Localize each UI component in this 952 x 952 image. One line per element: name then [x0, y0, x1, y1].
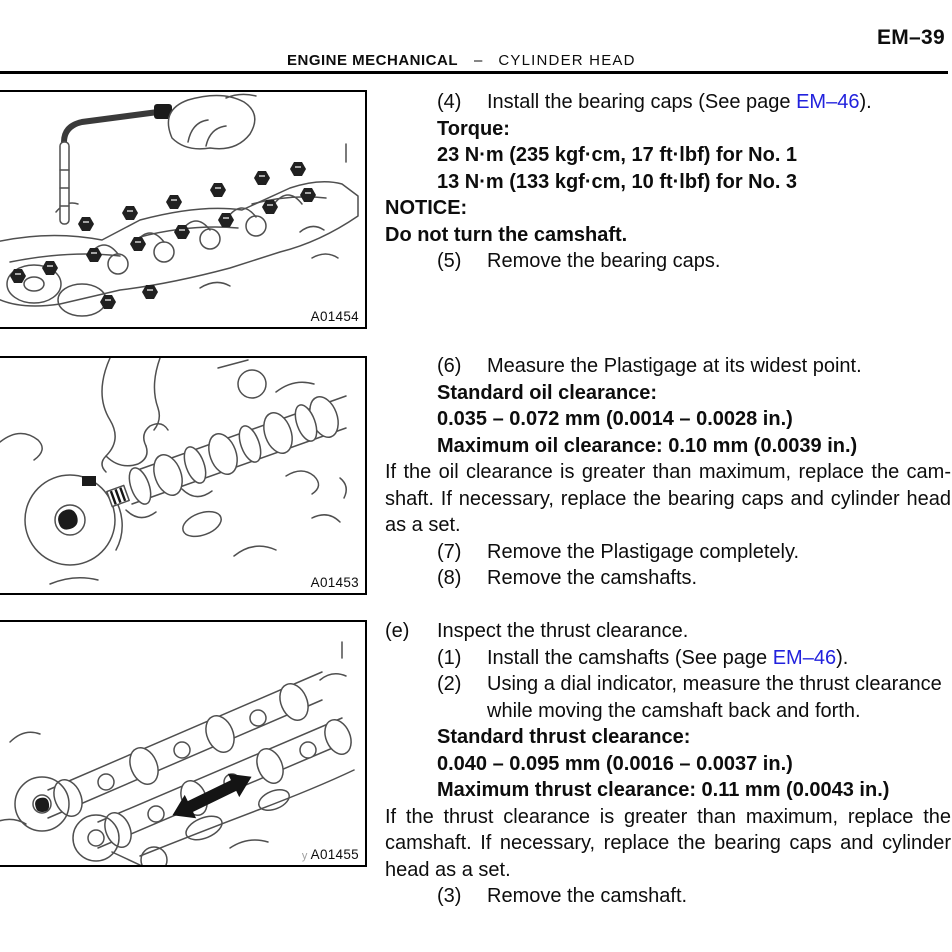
step-number: (4)	[437, 91, 462, 113]
step-text: Install the bearing caps (See page EM–46).	[487, 91, 872, 113]
figure-label: y A01455	[301, 847, 359, 862]
item-letter: (e)	[385, 620, 410, 642]
step-number: (7)	[437, 540, 462, 563]
standard-oil-clearance-heading: Standard oil clearance:	[437, 381, 658, 404]
page-link-em46[interactable]: EM–46	[796, 91, 860, 113]
step-2	[437, 671, 951, 724]
step-text: Measure the Plastigage at its widest point.	[487, 355, 862, 377]
step-7	[437, 539, 951, 566]
step-6	[437, 353, 951, 380]
standard-oil-clearance-value: 0.035 – 0.072 mm (0.0014 – 0.0028 in.)	[437, 408, 793, 430]
item-text: Inspect the thrust clearance.	[437, 620, 689, 642]
step-number: (3)	[437, 885, 462, 907]
step-text: Remove the Plastigage completely.	[487, 540, 800, 563]
header-section: ENGINE MECHANICAL	[287, 52, 459, 69]
step-1	[437, 645, 951, 672]
header-title	[287, 52, 636, 69]
step-text: Remove the camshaft.	[487, 885, 688, 907]
header-subsection: CYLINDER HEAD	[498, 52, 636, 69]
torque-heading: Torque:	[437, 117, 510, 140]
maximum-oil-clearance: Maximum oil clearance: 0.10 mm (0.0039 in.)	[437, 434, 858, 457]
oil-clearance-paragraph: If the oil clearance is greater than maximum, replace the camshaft. If necessary, replace the bearing caps and cylinder head as a set.	[385, 461, 951, 536]
step-number: (2)	[437, 673, 462, 695]
step-5	[437, 248, 951, 275]
procedure-block-oil-clearance	[385, 353, 951, 592]
step-number: (6)	[437, 355, 462, 377]
header-separator: –	[474, 52, 483, 69]
page-number: EM–39	[876, 26, 945, 49]
step-text: Remove the bearing caps.	[487, 250, 721, 272]
camshaft-plastigage-illustration	[0, 358, 365, 593]
engine-head-torque-wrench-illustration	[0, 92, 365, 327]
plastigage-strip	[107, 485, 129, 506]
step-4	[437, 89, 951, 116]
figure-label-mark: y	[301, 850, 308, 862]
step-number: (8)	[437, 567, 462, 589]
step-number: (1)	[437, 646, 462, 669]
procedure-block-thrust-clearance	[385, 618, 951, 910]
figure-box-plastigage	[0, 356, 367, 595]
torque-spec-no3: 13 N·m (133 kgf·cm, 10 ft·lbf) for No. 3	[437, 170, 798, 193]
figure-box-bearing-cap-torque	[0, 90, 367, 329]
notice-body: Do not turn the camshaft.	[385, 223, 628, 246]
step-text: Remove the camshafts.	[487, 567, 698, 589]
figure-label: A01454	[310, 309, 359, 324]
procedure-block-bearing-caps	[385, 89, 951, 275]
torque-wrench-icon	[60, 104, 172, 224]
step-text: Install the camshafts (See page EM–46).	[487, 646, 849, 669]
step-8	[437, 565, 951, 592]
step-number: (5)	[437, 250, 462, 272]
standard-thrust-clearance-heading: Standard thrust clearance:	[437, 726, 691, 748]
step-text: Using a dial indicator, measure the thrust clearance while moving the camshaft back and forth.	[487, 673, 942, 722]
figure-label: A01453	[310, 575, 359, 590]
torque-spec-no1: 23 N·m (235 kgf·cm, 17 ft·lbf) for No. 1	[437, 144, 798, 166]
item-e	[385, 618, 951, 645]
page-link-em46[interactable]: EM–46	[772, 646, 837, 669]
notice-heading: NOTICE:	[385, 197, 468, 219]
header-rule	[0, 71, 948, 74]
standard-thrust-clearance-value: 0.040 – 0.095 mm (0.0016 – 0.0037 in.)	[437, 752, 793, 775]
thrust-clearance-paragraph: If the thrust clearance is greater than maximum, replace the camshaft. If necessary, replace the bearing caps and cylinder head as a set.	[385, 805, 951, 881]
step-3	[437, 883, 951, 910]
dual-camshaft-thrust-illustration	[0, 622, 365, 865]
maximum-thrust-clearance: Maximum thrust clearance: 0.11 mm (0.0043 in.)	[437, 779, 890, 801]
figure-box-thrust-clearance	[0, 620, 367, 867]
